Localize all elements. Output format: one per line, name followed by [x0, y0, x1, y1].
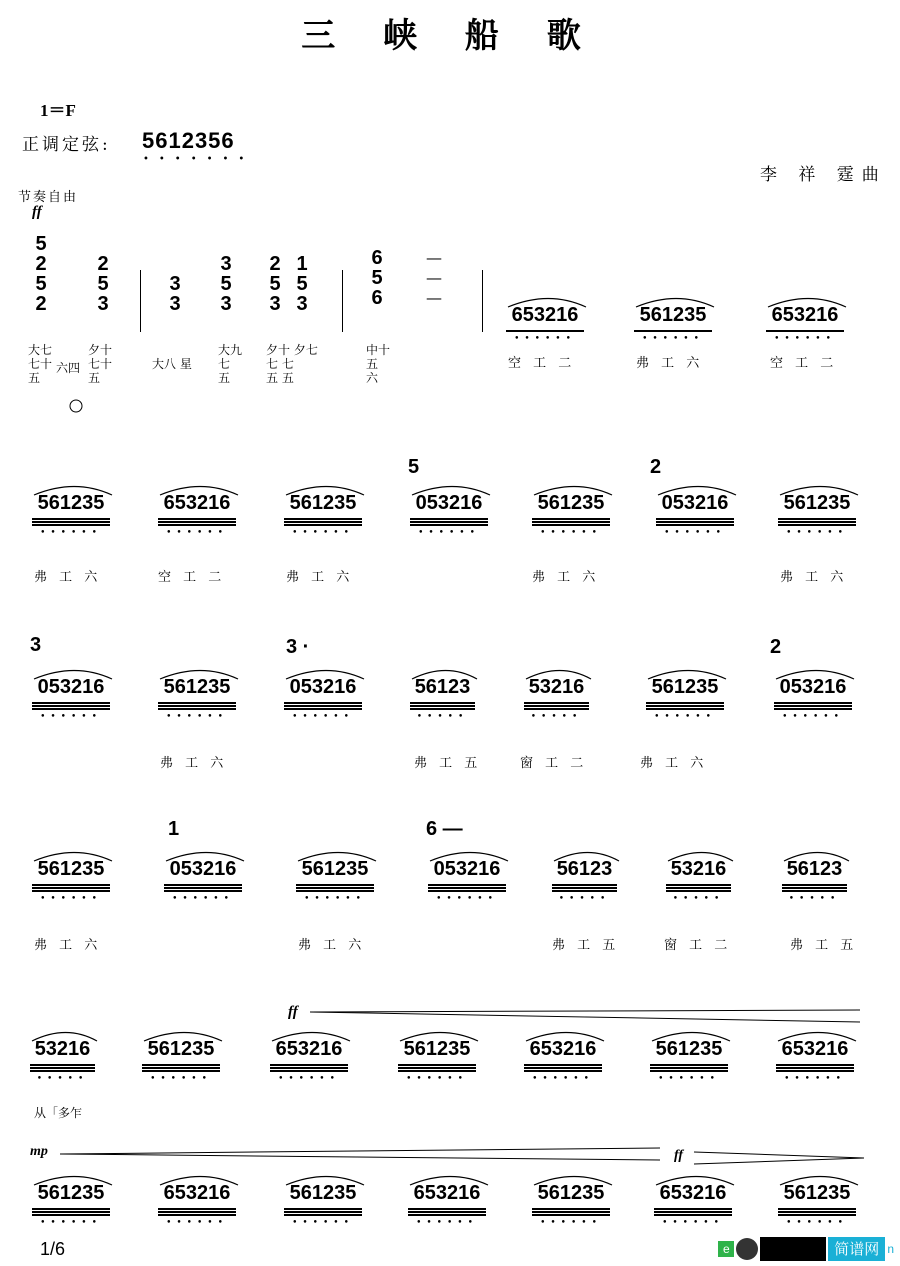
tablature-symbol: 空 工 二	[770, 356, 838, 371]
beam	[32, 884, 110, 886]
tablature-symbol: 弗 工 六	[532, 570, 600, 585]
octave-dots: ••••••	[436, 894, 498, 904]
dynamic-ff: ff	[288, 1004, 298, 1020]
beam	[164, 890, 242, 892]
octave-dots: •••••	[416, 712, 469, 722]
intro-chord-5: 2 5 3	[269, 253, 281, 315]
beam	[284, 518, 362, 520]
octave-dots: ••••••	[774, 334, 836, 344]
octave-dots: ••••••	[406, 1074, 468, 1084]
beam	[158, 705, 236, 707]
octave-dots: ••••••	[514, 334, 576, 344]
beam	[158, 521, 236, 523]
beam	[776, 1070, 854, 1072]
octave-dots: ••••••	[40, 894, 102, 904]
octave-dots: •••••	[672, 894, 725, 904]
beam	[296, 884, 374, 886]
beam	[158, 524, 236, 526]
svg-text:七: 七	[218, 357, 231, 371]
dynamic-ff: ff	[674, 1148, 684, 1163]
note-digits: 053216	[169, 858, 237, 880]
beam	[410, 518, 488, 520]
beam	[30, 1067, 95, 1069]
octave-dots: ••••••	[40, 528, 102, 538]
tablature-symbol: 弗 工 五	[552, 938, 620, 953]
beam	[654, 1211, 732, 1213]
beam	[284, 1214, 362, 1216]
note-digits: 561235	[163, 676, 231, 698]
beam	[284, 524, 362, 526]
beam	[32, 702, 110, 704]
intro-chord-7: 6 5 6	[371, 247, 383, 309]
beam	[158, 1214, 236, 1216]
beam	[142, 1070, 220, 1072]
note-digits: 561235	[783, 1182, 851, 1204]
accent-note: 5	[408, 456, 420, 478]
barline	[140, 270, 141, 332]
beam	[524, 702, 589, 704]
barline	[482, 270, 483, 332]
beam	[32, 887, 110, 889]
page-number: 1/6	[40, 1239, 66, 1259]
crescendo-hairpin	[310, 1008, 870, 1028]
beam	[778, 524, 856, 526]
beam	[524, 1064, 602, 1066]
site-suffix: n	[887, 1242, 894, 1256]
note-digits: 561235	[289, 492, 357, 514]
logo-face-icon	[736, 1238, 758, 1260]
intro-tablature	[26, 340, 391, 420]
beam	[284, 708, 362, 710]
octave-dots: ••••••	[664, 528, 726, 538]
note-digits: 53216	[670, 858, 727, 880]
beam	[782, 884, 847, 886]
note-digits: 561235	[403, 1038, 471, 1060]
svg-text:六四: 六四	[56, 361, 81, 375]
svg-text:五: 五	[218, 371, 231, 385]
beam	[532, 524, 610, 526]
tuning-notes: 5612356	[142, 128, 235, 153]
note-digits: 561235	[147, 1038, 215, 1060]
octave-dots: ••••••	[292, 1218, 354, 1228]
beam	[666, 890, 731, 892]
note-digits: 56123	[556, 858, 613, 880]
octave-dots: ••••••	[172, 894, 234, 904]
octave-dots: ••••••	[292, 712, 354, 722]
note-digits: 053216	[37, 676, 105, 698]
octave-dots: •••••	[788, 894, 841, 904]
beam	[524, 1070, 602, 1072]
beam	[654, 1208, 732, 1210]
tablature-symbol: 弗 工 六	[640, 756, 708, 771]
beam	[766, 330, 844, 332]
note-digits: 53216	[528, 676, 585, 698]
svg-text:七 七: 七 七	[266, 357, 294, 371]
logo-redaction	[760, 1237, 826, 1261]
beam	[270, 1064, 348, 1066]
beam	[408, 1211, 486, 1213]
beam	[506, 330, 584, 332]
octave-dots: ••••••	[166, 1218, 228, 1228]
beam	[532, 518, 610, 520]
note-digits: 561235	[289, 1182, 357, 1204]
beam	[532, 521, 610, 523]
beam	[398, 1070, 476, 1072]
svg-text:六: 六	[366, 371, 379, 385]
beam	[32, 1208, 110, 1210]
accent-note: 2	[770, 636, 782, 658]
intro-chord-6: 1 5 3	[296, 253, 308, 315]
beam	[428, 890, 506, 892]
beam	[532, 1211, 610, 1213]
octave-dots: ••••••	[150, 1074, 212, 1084]
beam	[142, 1067, 220, 1069]
composer: 李 祥 霆曲	[760, 165, 887, 185]
note-digits: 56123	[414, 676, 471, 698]
beam	[778, 1211, 856, 1213]
octave-dots: ••••••	[540, 1218, 602, 1228]
beam	[32, 1211, 110, 1213]
beam	[650, 1067, 728, 1069]
beam	[284, 705, 362, 707]
beam	[782, 887, 847, 889]
beam	[774, 708, 852, 710]
beam	[284, 1211, 362, 1213]
beam	[774, 702, 852, 704]
octave-dots: ••••••	[654, 712, 716, 722]
note-digits: 53216	[34, 1038, 91, 1060]
note-digits: 653216	[659, 1182, 727, 1204]
beam	[398, 1064, 476, 1066]
beam	[524, 705, 589, 707]
accent-note: 6 —	[426, 818, 463, 840]
tablature-symbol: 空 工 二	[508, 356, 576, 371]
beam	[532, 1214, 610, 1216]
note-digits: 561235	[37, 1182, 105, 1204]
octave-dots: ••••••	[662, 1218, 724, 1228]
intro-chord-1: 5 2 5 2	[35, 233, 47, 315]
beam	[410, 521, 488, 523]
intro-chord-4: 3 5 3	[220, 253, 232, 315]
note-digits: 653216	[413, 1182, 481, 1204]
octave-dots: ••••••	[166, 712, 228, 722]
beam	[158, 1208, 236, 1210]
octave-dots: ••••••	[278, 1074, 340, 1084]
beam	[284, 1208, 362, 1210]
note-digits: 653216	[163, 1182, 231, 1204]
beam	[32, 705, 110, 707]
beam	[666, 884, 731, 886]
note-digits: 653216	[771, 304, 839, 326]
octave-dots: ••••••	[292, 528, 354, 538]
octave-dots: ••••••	[166, 528, 228, 538]
octave-dots: ••••••	[786, 1218, 848, 1228]
beam	[776, 1064, 854, 1066]
note-digits: 053216	[779, 676, 847, 698]
tablature-symbol: 弗 工 六	[34, 938, 102, 953]
beam	[30, 1064, 95, 1066]
beam	[778, 1208, 856, 1210]
svg-text:五: 五	[88, 371, 101, 385]
beam	[646, 702, 724, 704]
beam	[296, 887, 374, 889]
beam	[774, 705, 852, 707]
svg-text:七十: 七十	[88, 357, 113, 371]
beam	[164, 887, 242, 889]
octave-dots: •••••	[530, 712, 583, 722]
octave-dots: ••••••	[304, 894, 366, 904]
key-signature: 1＝F	[40, 101, 76, 120]
beam	[552, 890, 617, 892]
decrescendo-hairpin	[694, 1150, 870, 1170]
svg-text:五 五: 五 五	[266, 371, 294, 385]
octave-dots: ••••••	[40, 712, 102, 722]
beam	[270, 1067, 348, 1069]
tablature-symbol: 窗 工 二	[664, 938, 732, 953]
octave-dots: ••••••	[416, 1218, 478, 1228]
note-digits: 653216	[781, 1038, 849, 1060]
accent-note: 2	[650, 456, 662, 478]
tablature-symbol: 弗 工 六	[298, 938, 366, 953]
beam	[32, 708, 110, 710]
tablature-symbol: 弗 工 五	[414, 756, 482, 771]
page-title: 三 峡 船 歌	[301, 16, 599, 56]
note-digits: 053216	[433, 858, 501, 880]
octave-dots: ••••••	[782, 712, 844, 722]
note-digits: 561235	[651, 676, 719, 698]
beam	[32, 518, 110, 520]
beam	[634, 330, 712, 332]
beam	[524, 708, 589, 710]
beam	[646, 705, 724, 707]
note-digits: 561235	[783, 492, 851, 514]
logo-mark-icon: e	[718, 1241, 734, 1257]
beam	[778, 518, 856, 520]
svg-text:夕十 夕七: 夕十 夕七	[266, 343, 318, 357]
crescendo-hairpin	[60, 1146, 670, 1166]
beam	[296, 890, 374, 892]
beam	[428, 887, 506, 889]
beam	[656, 518, 734, 520]
beam	[30, 1070, 95, 1072]
note-digits: 053216	[415, 492, 483, 514]
tablature-symbol: 弗 工 六	[286, 570, 354, 585]
octave-dots: ••••••	[642, 334, 704, 344]
beam	[284, 521, 362, 523]
dynamic-mp: mp	[30, 1144, 48, 1159]
svg-text:五: 五	[366, 357, 379, 371]
note-digits: 561235	[655, 1038, 723, 1060]
beam	[428, 884, 506, 886]
svg-text:大八 星: 大八 星	[152, 357, 192, 371]
accent-note: 1	[168, 818, 180, 840]
tablature-symbol: 弗 工 六	[636, 356, 704, 371]
octave-dots: •••••	[36, 1074, 89, 1084]
beam	[158, 518, 236, 520]
beam	[142, 1064, 220, 1066]
accent-note: 3	[30, 634, 42, 656]
note-digits: 56123	[786, 858, 843, 880]
note-digits: 561235	[537, 492, 605, 514]
beam	[778, 1214, 856, 1216]
note-digits: 561235	[301, 858, 369, 880]
beam	[32, 524, 110, 526]
tuning-dots: •••••••	[143, 154, 255, 165]
tuning-label: 正调定弦:	[22, 135, 111, 155]
beam	[656, 524, 734, 526]
beam	[654, 1214, 732, 1216]
beam	[32, 890, 110, 892]
note-digits: 053216	[661, 492, 729, 514]
beam	[158, 708, 236, 710]
tablature-symbol: 窗 工 二	[520, 756, 588, 771]
octave-dots: •••••	[558, 894, 611, 904]
beam	[666, 887, 731, 889]
beam	[410, 705, 475, 707]
octave-dots: ••••••	[40, 1218, 102, 1228]
beam	[776, 1067, 854, 1069]
note-digits: 561235	[37, 492, 105, 514]
beam	[524, 1067, 602, 1069]
beam	[408, 1208, 486, 1210]
note-digits: 053216	[289, 676, 357, 698]
beam	[650, 1064, 728, 1066]
beam	[656, 521, 734, 523]
octave-dots: ••••••	[784, 1074, 846, 1084]
tablature-symbol: 弗 工 六	[160, 756, 228, 771]
note-digits: 653216	[275, 1038, 343, 1060]
beam	[552, 887, 617, 889]
svg-text:中十: 中十	[366, 343, 391, 357]
beam	[650, 1070, 728, 1072]
octave-dots: ••••••	[418, 528, 480, 538]
beam	[646, 708, 724, 710]
svg-text:夕十: 夕十	[88, 343, 113, 357]
beam	[532, 1208, 610, 1210]
beam	[270, 1070, 348, 1072]
tablature-symbol: 弗 工 五	[790, 938, 858, 953]
svg-text:五: 五	[28, 371, 41, 385]
performance-instruction: 从「多乍	[34, 1106, 83, 1120]
beam	[158, 1211, 236, 1213]
sustain-dashes: — — —	[426, 248, 442, 307]
site-name: 简谱网	[828, 1237, 885, 1261]
beam	[410, 524, 488, 526]
beam	[158, 702, 236, 704]
beam	[408, 1214, 486, 1216]
beam	[284, 702, 362, 704]
octave-dots: ••••••	[658, 1074, 720, 1084]
beam	[398, 1067, 476, 1069]
svg-text:七十: 七十	[28, 357, 53, 371]
beam	[410, 702, 475, 704]
tablature-symbol: 弗 工 六	[34, 570, 102, 585]
svg-text:大七: 大七	[28, 343, 53, 357]
note-digits: 561235	[639, 304, 707, 326]
octave-dots: ••••••	[786, 528, 848, 538]
svg-text:大九: 大九	[218, 343, 243, 357]
octave-dots: ••••••	[540, 528, 602, 538]
accent-note: 3 ·	[286, 636, 310, 658]
note-digits: 653216	[511, 304, 579, 326]
beam	[778, 521, 856, 523]
dynamic-ff-intro: ff	[32, 204, 42, 220]
barline	[342, 270, 343, 332]
intro-chord-3: 3 3	[169, 273, 181, 315]
note-digits: 561235	[37, 858, 105, 880]
note-digits: 653216	[163, 492, 231, 514]
beam	[410, 708, 475, 710]
beam	[164, 884, 242, 886]
tempo-marking: 节奏自由	[18, 190, 79, 205]
tablature-symbol: 弗 工 六	[780, 570, 848, 585]
intro-chord-2: 2 5 3	[97, 253, 109, 315]
beam	[32, 1214, 110, 1216]
tablature-symbol: 空 工 二	[158, 570, 226, 585]
note-digits: 653216	[529, 1038, 597, 1060]
beam	[782, 890, 847, 892]
site-logo[interactable]	[718, 1236, 894, 1262]
note-digits: 561235	[537, 1182, 605, 1204]
octave-dots: ••••••	[532, 1074, 594, 1084]
beam	[552, 884, 617, 886]
beam	[32, 521, 110, 523]
